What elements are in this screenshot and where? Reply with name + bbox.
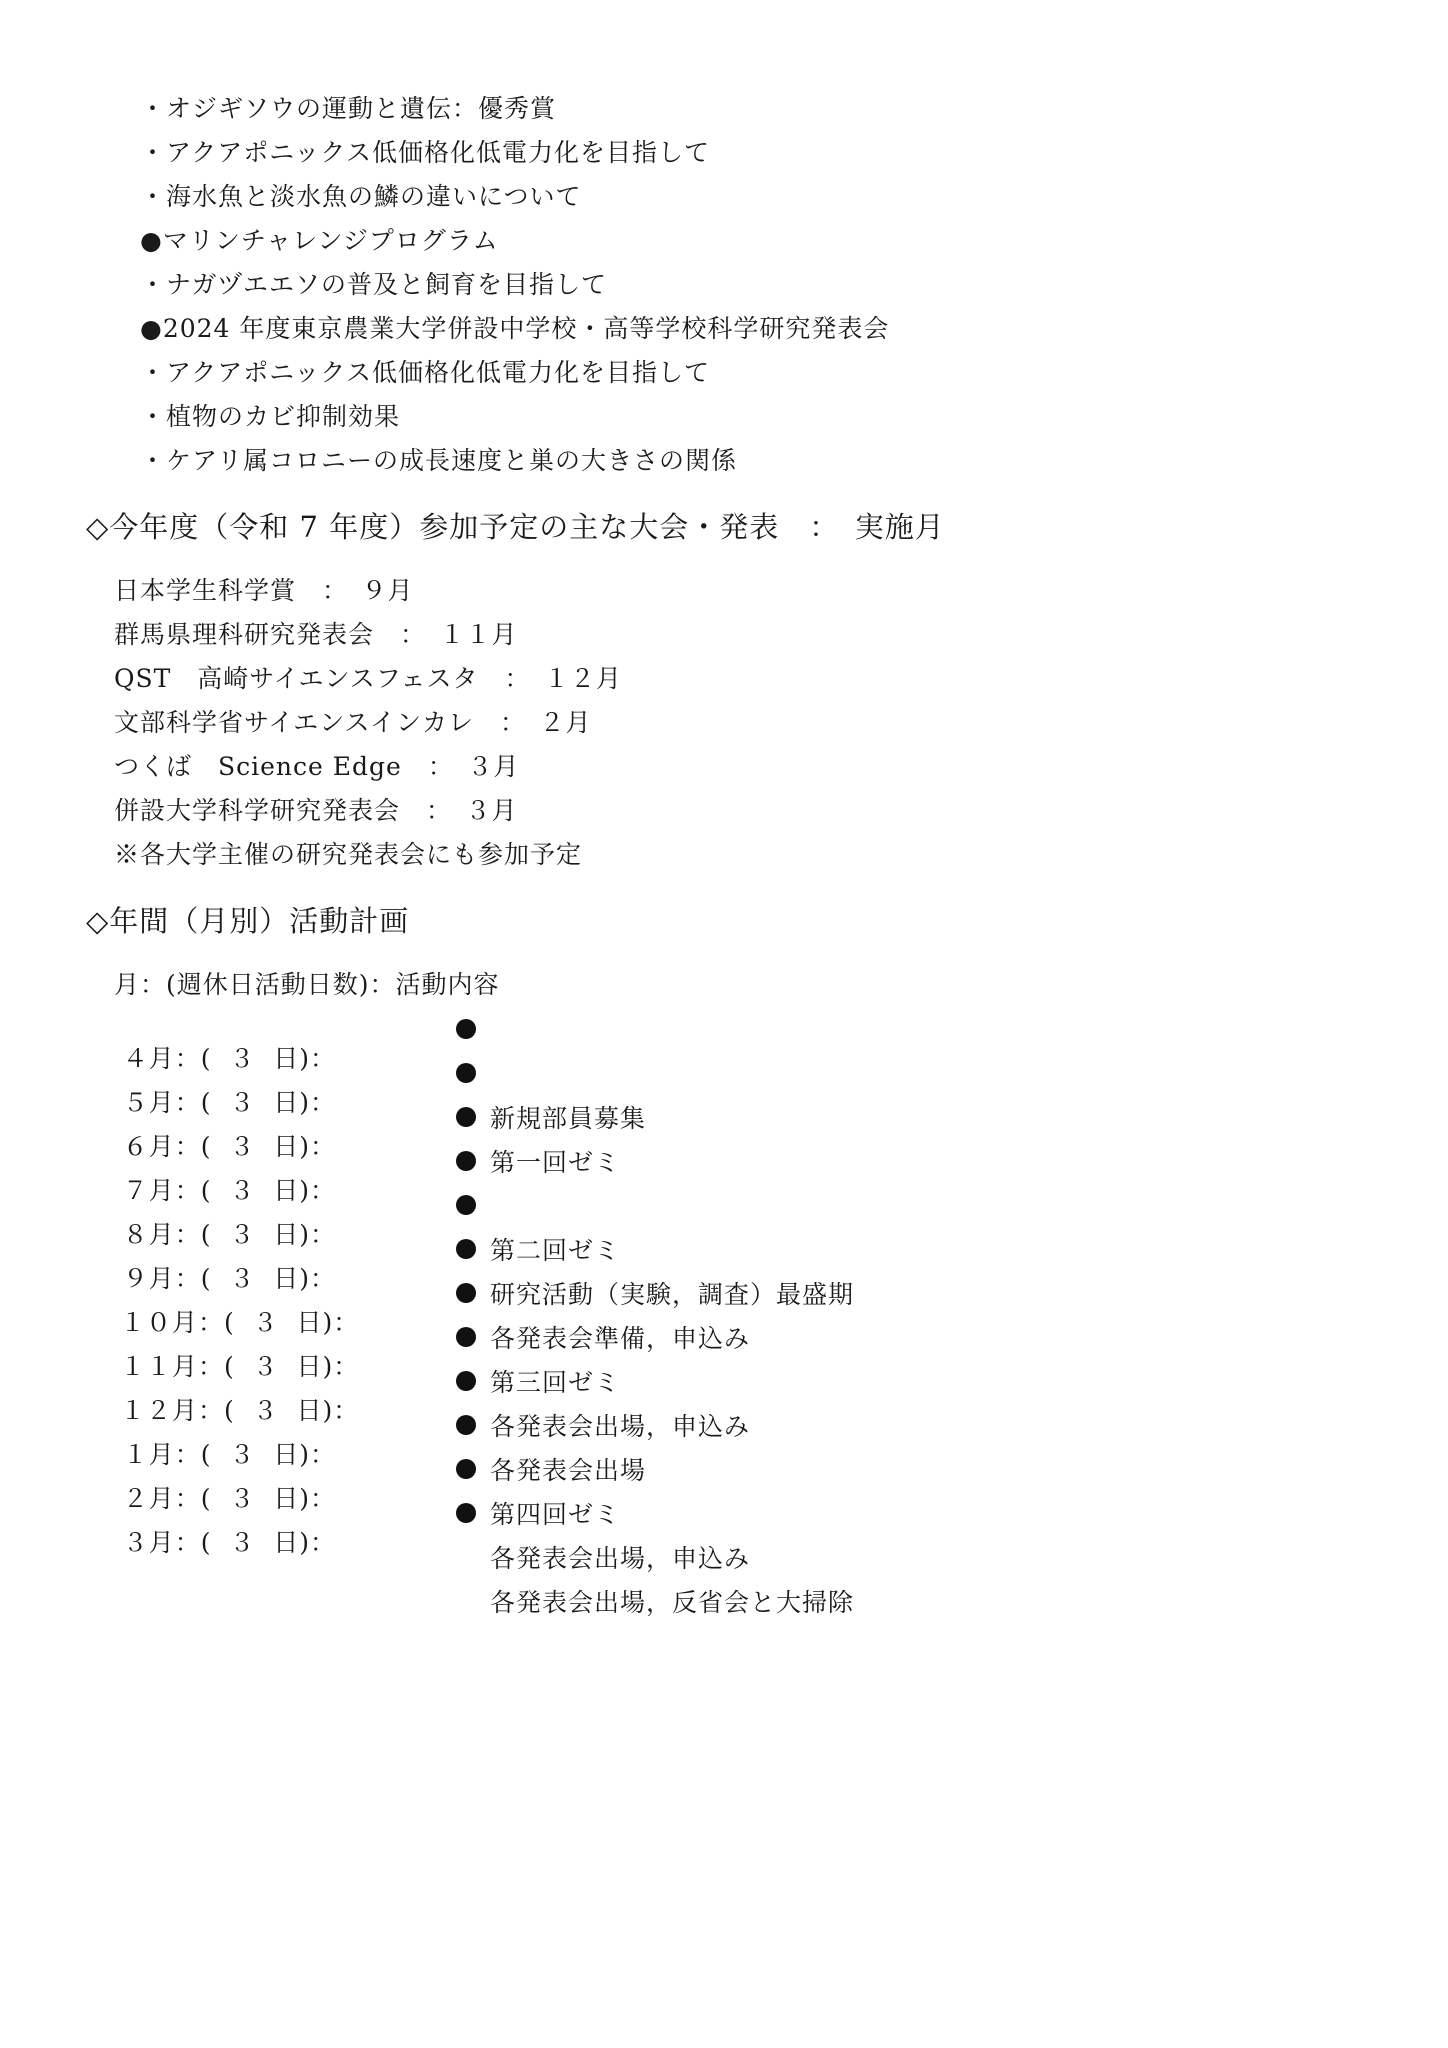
month-activity: 第二回ゼミ [490,1236,621,1265]
event-item: 日本学生科学賞 ： ９月 [114,576,414,605]
bullet-dot-icon [456,1415,476,1435]
event-item: QST 高崎サイエンスフェスタ ： １２月 [114,664,623,693]
bullet-dot-icon [456,1503,476,1523]
event-item: 文部科学省サイエンスインカレ ： ２月 [114,708,592,737]
bullet-dot-icon [456,1327,476,1347]
month-label: ７月：( ３ 日)： [122,1176,336,1205]
bullet-dot-icon [456,1195,476,1215]
events-heading: ◇今年度（令和 7 年度）参加予定の主な大会・発表 ： 実施月 [86,510,945,544]
month-label: ９月：( ３ 日)： [122,1264,336,1293]
award-line: ・アクアポニックス低価格化低電力化を目指して [140,138,711,167]
event-item: 併設大学科学研究発表会 ： ３月 [114,796,518,825]
month-activity: 研究活動（実験，調査）最盛期 [490,1280,855,1309]
bullet-dot-icon [456,1019,476,1039]
bullet-dot-icon [456,1371,476,1391]
program-heading: ●マリンチャレンジプログラム [140,226,499,255]
award-line: ・ケアリ属コロニーの成長速度と巣の大きさの関係 [140,446,738,475]
month-label: ５月：( ３ 日)： [122,1088,336,1117]
program-heading: ●2024 年度東京農業大学併設中学校・高等学校科学研究発表会 [140,314,890,343]
month-activity: 各発表会出場 [490,1456,647,1485]
award-line: ・植物のカビ抑制効果 [140,402,401,431]
month-activity: 新規部員募集 [490,1104,647,1133]
month-activity: 第四回ゼミ [490,1500,621,1529]
award-line: ・海水魚と淡水魚の鱗の違いについて [140,182,582,211]
month-label: ６月：( ３ 日)： [122,1132,336,1161]
month-label: １２月：( ３ 日)： [120,1396,360,1425]
plan-row [120,1102,820,1161]
month-label: １１月：( ３ 日)： [120,1352,360,1381]
bullet-dot-icon [456,1239,476,1259]
bullet-dot-icon [456,1107,476,1127]
award-line: ・ナガヅエエソの普及と飼育を目指して [140,270,608,299]
month-activity: 第一回ゼミ [490,1148,621,1177]
award-line: ・オジギソウの運動と遺伝：優秀賞 [140,94,557,123]
event-item: つくば Science Edge ： ３月 [114,752,520,781]
month-activity: 各発表会出場，反省会と大掃除 [490,1588,855,1617]
month-label: １０月：( ３ 日)： [120,1308,360,1337]
bullet-dot-icon [456,1283,476,1303]
month-activity: 各発表会準備，申込み [490,1324,751,1353]
plan-heading: ◇年間（月別）活動計画 [86,904,410,938]
event-item: 群馬県理科研究発表会 ： １１月 [114,620,518,649]
month-label: ２月：( ３ 日)： [122,1484,336,1513]
bullet-dot-icon [456,1151,476,1171]
bullet-dot-icon [456,1459,476,1479]
award-line: ・アクアポニックス低価格化低電力化を目指して [140,358,711,387]
event-note: ※各大学主催の研究発表会にも参加予定 [114,840,583,869]
month-activity: 各発表会出場，申込み [490,1544,751,1573]
plan-table-header: 月：(週休日活動日数)：活動内容 [114,970,500,999]
month-label: ３月：( ３ 日)： [122,1528,336,1557]
month-activity: 第三回ゼミ [490,1368,621,1397]
bullet-dot-icon [456,1063,476,1083]
month-activity: 各発表会出場，申込み [490,1412,751,1441]
month-label: ４月：( ３ 日)： [122,1044,336,1073]
month-label: ８月：( ３ 日)： [122,1220,336,1249]
month-label: １月：( ３ 日)： [122,1440,336,1469]
